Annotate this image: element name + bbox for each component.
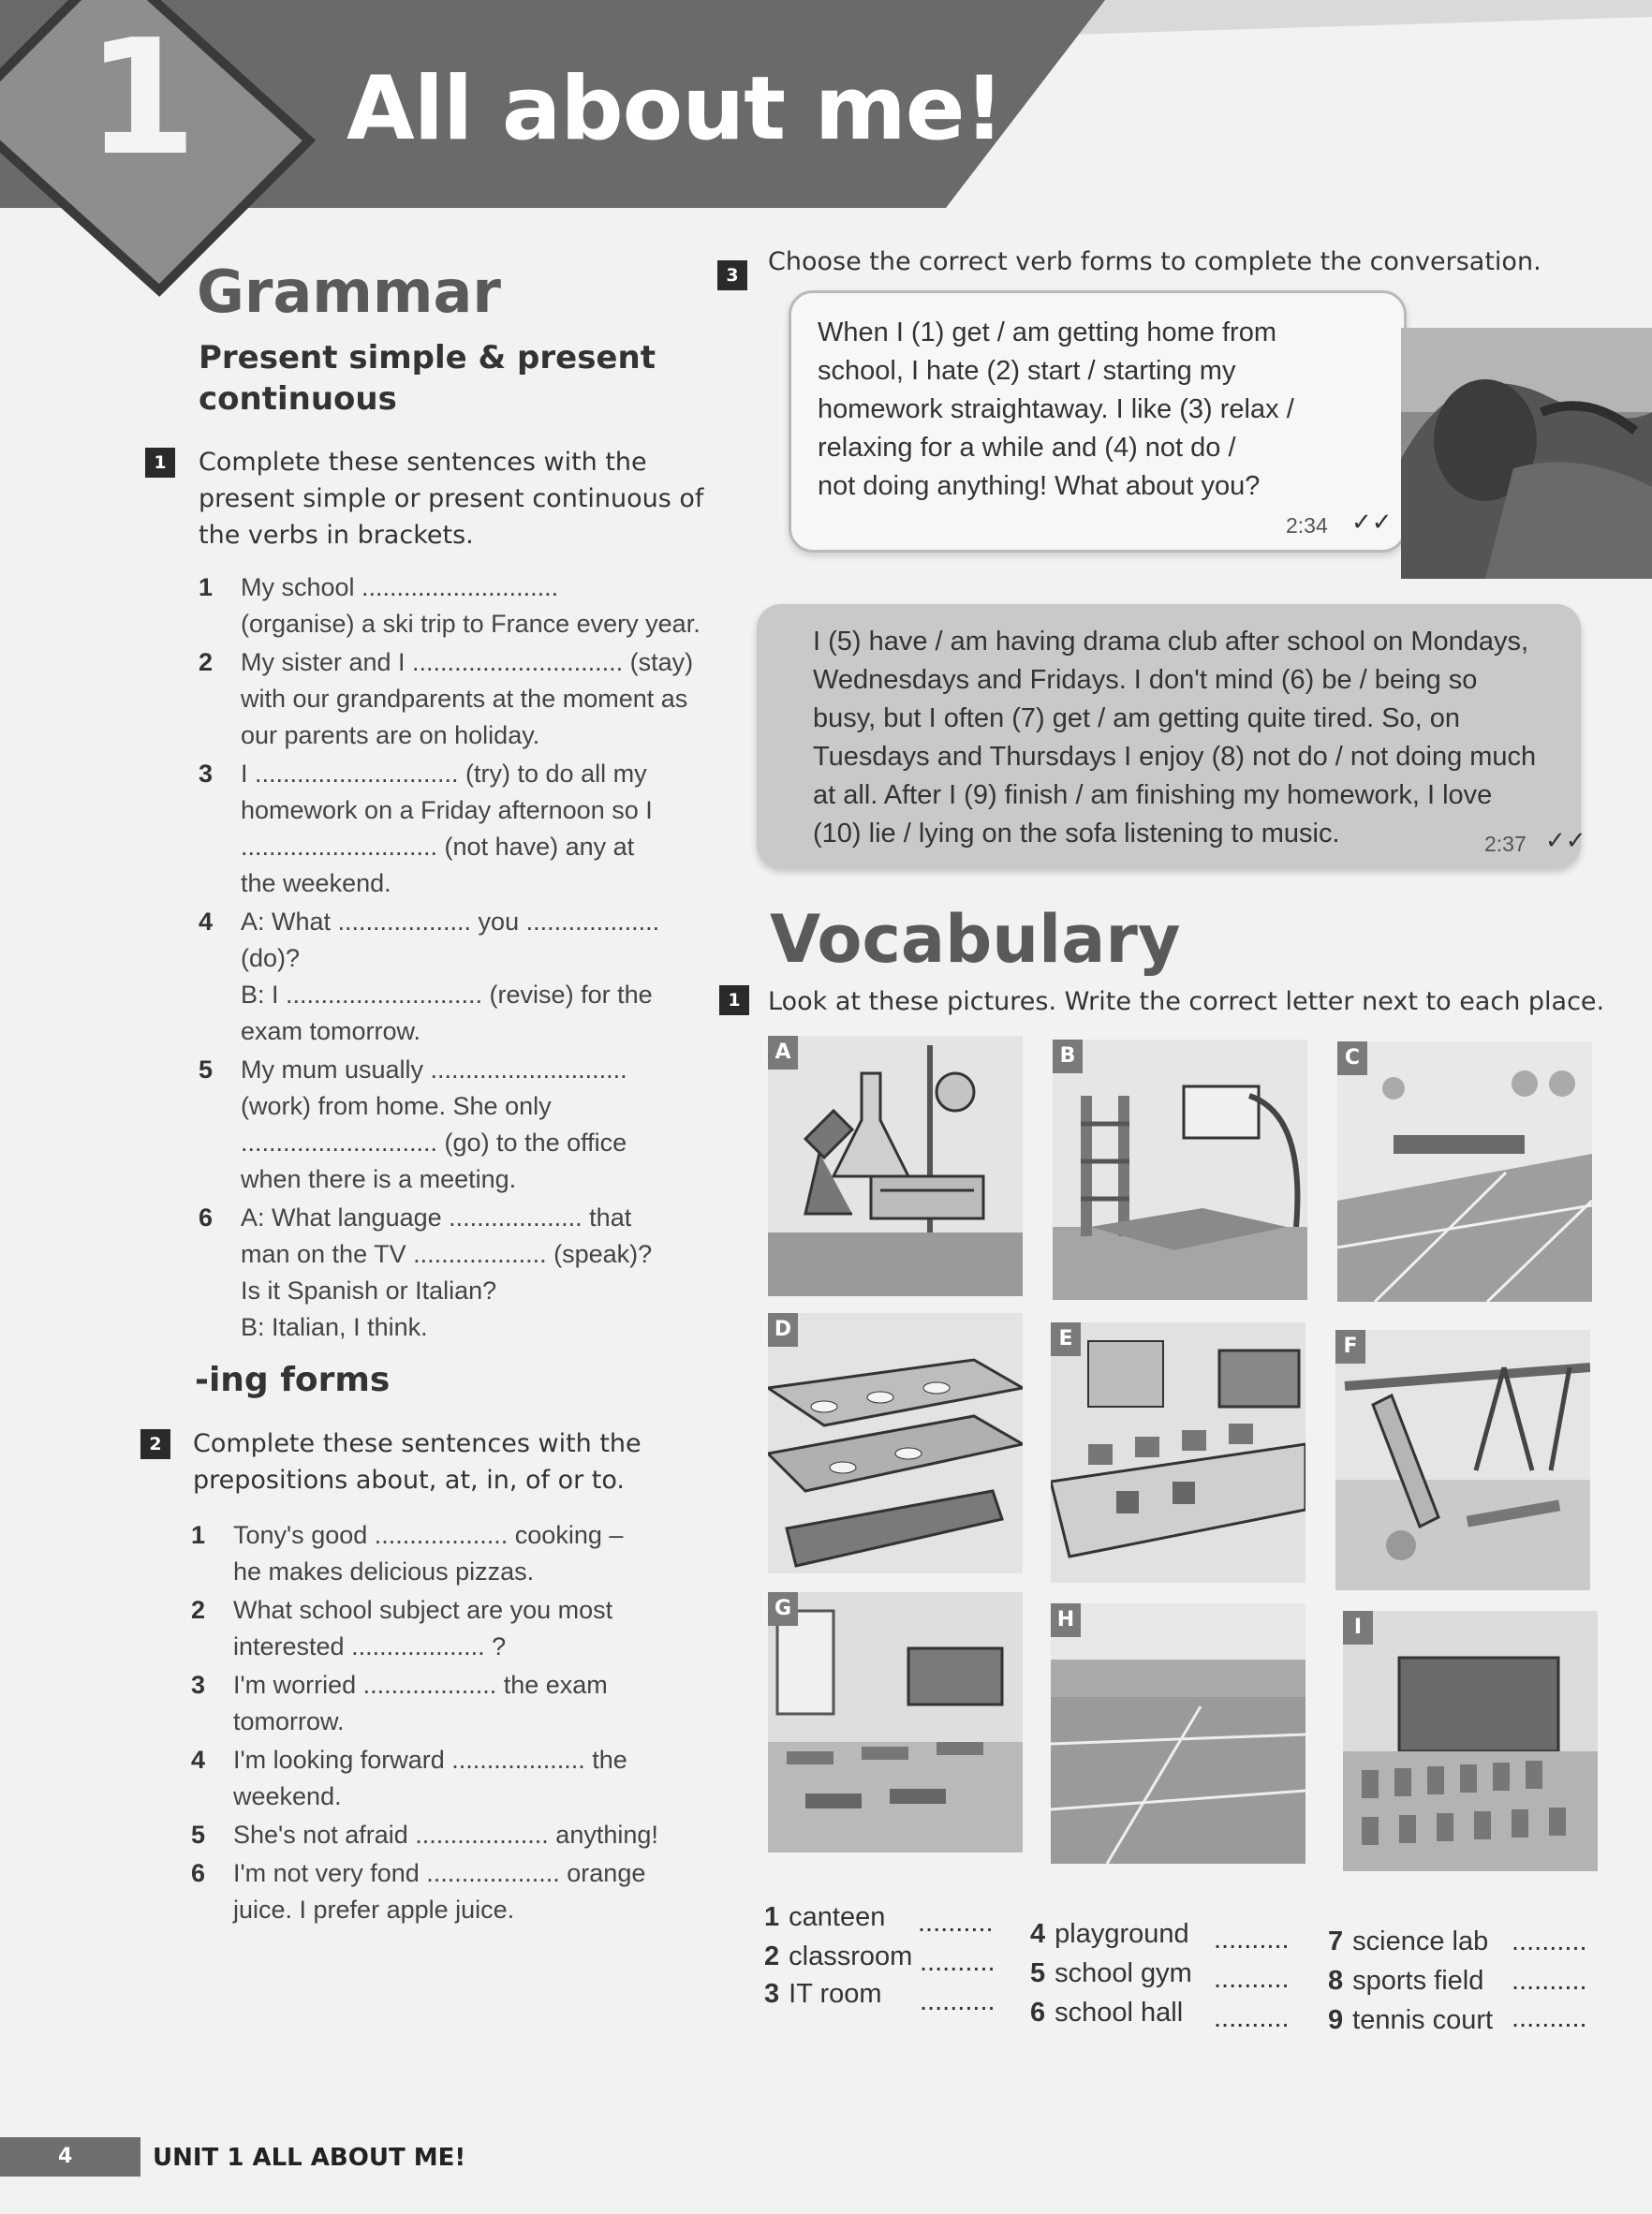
question-item (191, 1517, 715, 1590)
ing-forms-heading: -ing forms (195, 1361, 391, 1399)
question-item (191, 1742, 715, 1815)
question-line: man on the TV ................... (speak)? (241, 1240, 653, 1268)
question-number: 1 (199, 573, 214, 601)
place-item: 1 canteen (764, 1902, 886, 1932)
question-item (199, 1200, 723, 1346)
question-line: weekend. (233, 1782, 342, 1810)
picture-it-room (1051, 1322, 1305, 1583)
place-item: 2 classroom (764, 1941, 913, 1971)
message-timestamp: 2:34 (1286, 513, 1328, 538)
question-line: A: What ................... you ................... (241, 908, 660, 936)
grammar-subtitle: Present simple & present continuous (199, 339, 656, 418)
question-line: (work) from home. She only (241, 1092, 552, 1120)
exercise-badge: 1 (145, 448, 175, 478)
answer-blank[interactable]: .......... (1214, 2003, 1290, 2033)
question-line: B: I ............................ (revise) for the (241, 981, 653, 1009)
picture-letter: D (768, 1313, 798, 1347)
message-text (813, 623, 1556, 853)
message-line: homework straightaway. I like (3) relax / (818, 394, 1294, 424)
message-timestamp: 2:37 (1484, 832, 1527, 856)
answer-blank[interactable]: .......... (918, 1908, 994, 1938)
picture-letter: F (1335, 1330, 1365, 1364)
question-line: Is it Spanish or Italian? (241, 1277, 497, 1305)
question-line: I ............................. (try) to do all my (241, 760, 647, 788)
unit-title: All about me! (347, 58, 1004, 160)
answer-blank[interactable]: .......... (1512, 2003, 1587, 2033)
question-line: (organise) a ski trip to France every year. (241, 610, 701, 638)
question-number: 5 (191, 1821, 206, 1849)
answer-blank[interactable]: .......... (1214, 1925, 1290, 1955)
question-line: ............................ (not have) any at (241, 833, 635, 861)
question-item (199, 904, 723, 1050)
question-item (191, 1667, 715, 1740)
exercise-3-instruction: Choose the correct verb forms to complete the conversation. (768, 247, 1541, 276)
picture-letter: H (1051, 1603, 1081, 1637)
question-item (191, 1817, 715, 1853)
question-line: tomorrow. (233, 1707, 345, 1735)
exercise-badge: 2 (140, 1429, 170, 1459)
question-item (191, 1855, 715, 1928)
message-line: Wednesdays and Fridays. I don't mind (6) be / being so (813, 665, 1478, 695)
question-line: My mum usually ............................ (241, 1055, 627, 1084)
picture-sports-field (1051, 1603, 1305, 1864)
place-item: 8 sports field (1328, 1966, 1484, 1996)
place-item: 3 IT room (764, 1979, 882, 2009)
message-line: I (5) have / am having drama club after school on Mondays, (813, 627, 1529, 657)
question-line: I'm not very fond ................... orange (233, 1859, 646, 1887)
question-line: interested ................... ? (233, 1632, 507, 1660)
picture-letter: B (1053, 1040, 1083, 1073)
question-number: 6 (191, 1859, 206, 1887)
place-item: 6 school hall (1030, 1998, 1184, 2028)
answer-blank[interactable]: .......... (920, 1947, 996, 1977)
vocabulary-instruction: Look at these pictures. Write the correct letter next to each place. (768, 987, 1605, 1016)
message-line: not doing anything! What about you? (818, 471, 1261, 501)
picture-letter: I (1343, 1611, 1373, 1645)
question-line: our parents are on holiday. (241, 721, 540, 749)
question-line: A: What language ................... that (241, 1203, 632, 1232)
question-item (199, 1052, 723, 1198)
message-line: school, I hate (2) start / starting my (818, 356, 1236, 386)
exercise-2-list (191, 1517, 715, 1930)
question-number: 2 (199, 648, 214, 676)
question-number: 3 (199, 760, 214, 788)
message-bubble-1 (789, 290, 1407, 553)
answer-blank[interactable]: .......... (920, 1986, 996, 2016)
question-number: 1 (191, 1521, 206, 1549)
picture-classroom (768, 1592, 1023, 1852)
question-number: 2 (191, 1596, 206, 1624)
read-receipt-icon: ✓✓ (1351, 508, 1393, 536)
picture-science-lab (768, 1036, 1023, 1296)
page-number: 4 (58, 2145, 73, 2168)
message-line: (10) lie / lying on the sofa listening to music. (813, 819, 1340, 849)
message-text (818, 314, 1378, 506)
picture-school-hall (1337, 1041, 1592, 1302)
question-item (191, 1592, 715, 1665)
place-item: 9 tennis court (1328, 2005, 1494, 2035)
picture-letter: E (1051, 1322, 1081, 1356)
message-bubble-2 (757, 604, 1586, 868)
exercise-badge: 3 (717, 260, 747, 290)
answer-blank[interactable]: .......... (1214, 1964, 1290, 1994)
question-line: when there is a meeting. (241, 1165, 517, 1193)
message-line: relaxing for a while and (4) not do / (818, 433, 1236, 463)
read-receipt-icon: ✓✓ (1545, 826, 1586, 854)
picture-tennis-court (1343, 1611, 1598, 1871)
question-item (199, 569, 723, 642)
question-line: exam tomorrow. (241, 1017, 421, 1045)
question-number: 5 (199, 1055, 214, 1084)
question-line: My school ............................ (241, 573, 559, 601)
question-line: homework on a Friday afternoon so I (241, 796, 653, 824)
place-item: 7 science lab (1328, 1926, 1489, 1956)
vocabulary-heading: Vocabulary (770, 901, 1181, 978)
message-line: busy, but I often (7) get / am getting quite tired. So, on (813, 703, 1461, 733)
place-item: 4 playground (1030, 1919, 1189, 1949)
answer-blank[interactable]: .......... (1512, 1966, 1587, 1996)
exercise-2-instruction: Complete these sentences with the prepositions about, at, in, of or to. (193, 1429, 642, 1495)
picture-letter: C (1337, 1041, 1367, 1075)
question-number: 4 (191, 1746, 206, 1774)
exercise-1-list (199, 569, 723, 1348)
question-line: with our grandparents at the moment as (241, 685, 688, 713)
photo-relaxing-sofa (1401, 328, 1652, 579)
question-line: the weekend. (241, 869, 391, 897)
question-line: My sister and I .............................. (stay) (241, 648, 694, 676)
question-line: B: Italian, I think. (241, 1313, 428, 1341)
question-line: juice. I prefer apple juice. (233, 1896, 515, 1924)
question-item (199, 644, 723, 754)
exercise-1-instruction: Complete these sentences with the present simple or present continuous of the verbs in brackets. (199, 448, 704, 550)
grammar-heading: Grammar (197, 258, 501, 326)
picture-playground (1335, 1330, 1590, 1590)
message-line: Tuesdays and Thursdays I enjoy (8) not do / not doing much (813, 742, 1537, 772)
question-number: 4 (199, 908, 214, 936)
question-line: (do)? (241, 944, 301, 972)
question-line: he makes delicious pizzas. (233, 1557, 535, 1586)
question-line: I'm worried ................... the exam (233, 1671, 608, 1699)
question-line: ............................ (go) to the office (241, 1129, 627, 1157)
picture-letter: A (768, 1036, 798, 1070)
question-line: She's not afraid ................... anything! (233, 1821, 658, 1849)
message-line: When I (1) get / am getting home from (818, 317, 1276, 347)
question-line: Tony's good ................... cooking – (233, 1521, 624, 1549)
question-item (199, 756, 723, 902)
message-line: at all. After I (9) finish / am finishing my homework, I love (813, 780, 1493, 810)
footer-unit-label: UNIT 1 ALL ABOUT ME! (153, 2144, 466, 2172)
question-number: 3 (191, 1671, 206, 1699)
picture-letter: G (768, 1592, 798, 1626)
unit-number: 1 (86, 6, 192, 191)
question-line: I'm looking forward ................... the (233, 1746, 627, 1774)
place-item: 5 school gym (1030, 1958, 1192, 1988)
picture-canteen (768, 1313, 1023, 1573)
question-number: 6 (199, 1203, 214, 1232)
picture-school-gym (1053, 1040, 1307, 1300)
question-line: What school subject are you most (233, 1596, 613, 1624)
answer-blank[interactable]: .......... (1512, 1926, 1587, 1956)
exercise-badge: 1 (719, 985, 749, 1015)
